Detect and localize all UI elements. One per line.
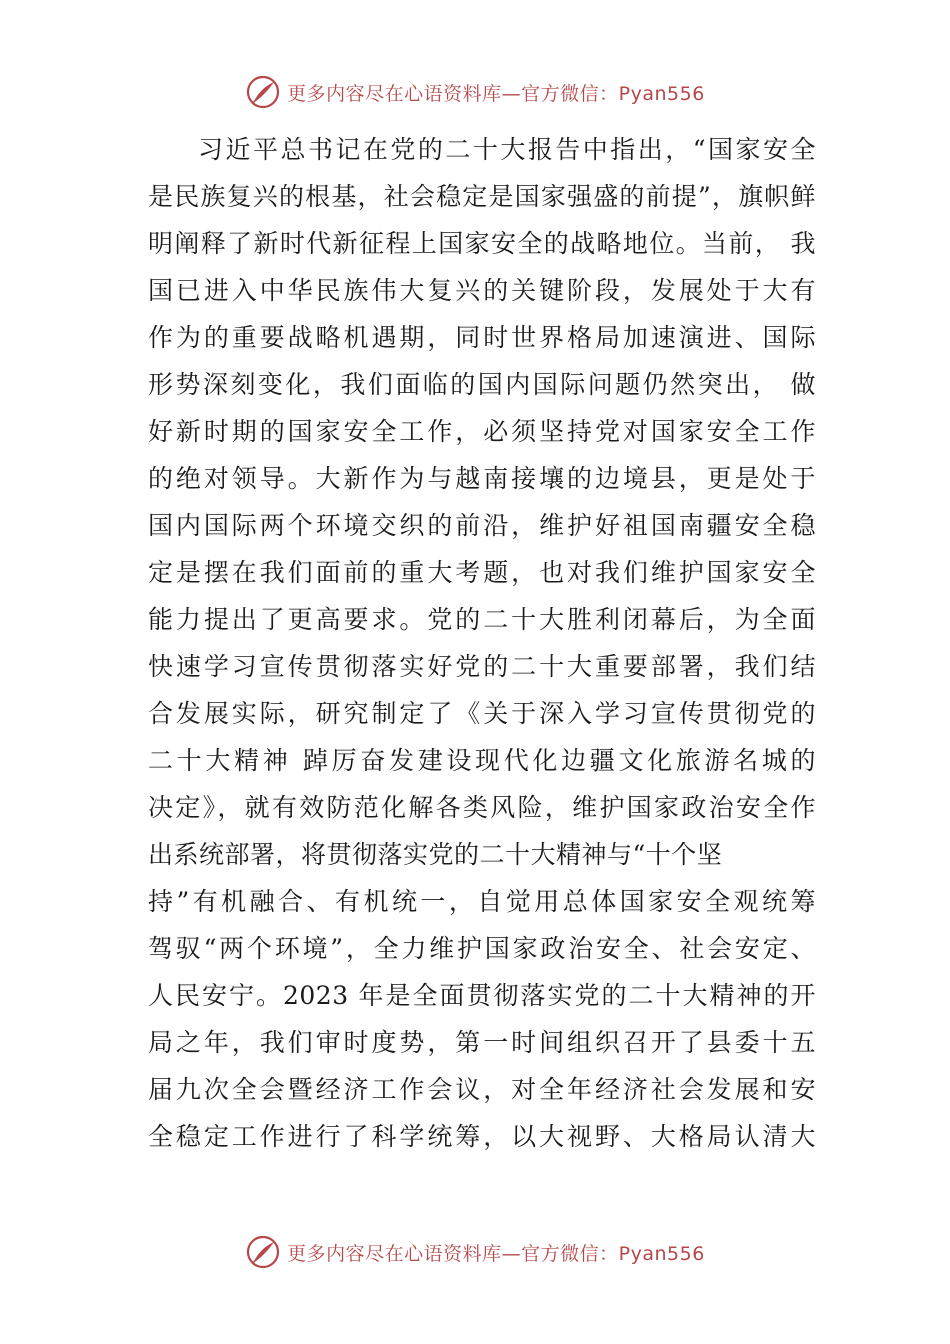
footer-banner — [0, 1232, 950, 1272]
feather-logo-icon — [245, 1234, 281, 1270]
body-line: 二十大精神 踔厉奋发建设现代化边疆文化旅游名城的 — [148, 746, 816, 775]
header-banner-text: 更多内容尽在心语资料库—官方微信：Pyan556 — [287, 82, 705, 105]
body-line: 届九次全会暨经济工作会议，对全年经济社会发展和安 — [148, 1075, 816, 1104]
document-body — [148, 126, 816, 1160]
header-banner — [0, 72, 950, 112]
body-line: 能力提出了更高要求。党的二十大胜利闭幕后，为全面 — [148, 605, 816, 634]
body-line: 人民安宁。2023 年是全面贯彻落实党的二十大精神的开 — [148, 981, 816, 1010]
body-line: 全稳定工作进行了科学统筹，以大视野、大格局认清大 — [148, 1122, 816, 1151]
footer-banner-text: 更多内容尽在心语资料库—官方微信：Pyan556 — [287, 1242, 705, 1265]
body-line: 习近平总书记在党的二十大报告中指出，“国家安全 — [198, 135, 816, 164]
body-line: 明阐释了新时代新征程上国家安全的战略地位。当前， 我 — [148, 229, 816, 258]
body-line: 驾驭“两个环境”，全力维护国家政治安全、社会安定、 — [148, 934, 816, 963]
body-line: 决定》，就有效防范化解各类风险，维护国家政治安全作 — [148, 793, 816, 822]
body-line: 快速学习宣传贯彻落实好党的二十大重要部署，我们结 — [148, 652, 816, 681]
body-line: 形势深刻变化，我们面临的国内国际问题仍然突出， 做 — [148, 370, 816, 399]
body-line: 作为的重要战略机遇期，同时世界格局加速演进、国际 — [148, 323, 816, 352]
body-line: 出系统部署，将贯彻落实党的二十大精神与“十个坚 — [148, 840, 723, 869]
body-line: 定是摆在我们面前的重大考题，也对我们维护国家安全 — [148, 558, 816, 587]
body-line: 合发展实际，研究制定了《关于深入学习宣传贯彻党的 — [148, 699, 816, 728]
body-line: 持”有机融合、有机统一，自觉用总体国家安全观统筹 — [148, 887, 816, 916]
body-line: 是民族复兴的根基，社会稳定是国家强盛的前提”，旗帜鲜 — [148, 182, 816, 211]
body-line: 的绝对领导。大新作为与越南接壤的边境县，更是处于 — [148, 464, 816, 493]
body-line: 好新时期的国家安全工作，必须坚持党对国家安全工作 — [148, 417, 816, 446]
body-line: 局之年，我们审时度势，第一时间组织召开了县委十五 — [148, 1028, 816, 1057]
feather-logo-icon — [245, 74, 281, 110]
body-line: 国内国际两个环境交织的前沿，维护好祖国南疆安全稳 — [148, 511, 816, 540]
body-line: 国已进入中华民族伟大复兴的关键阶段，发展处于大有 — [148, 276, 816, 305]
